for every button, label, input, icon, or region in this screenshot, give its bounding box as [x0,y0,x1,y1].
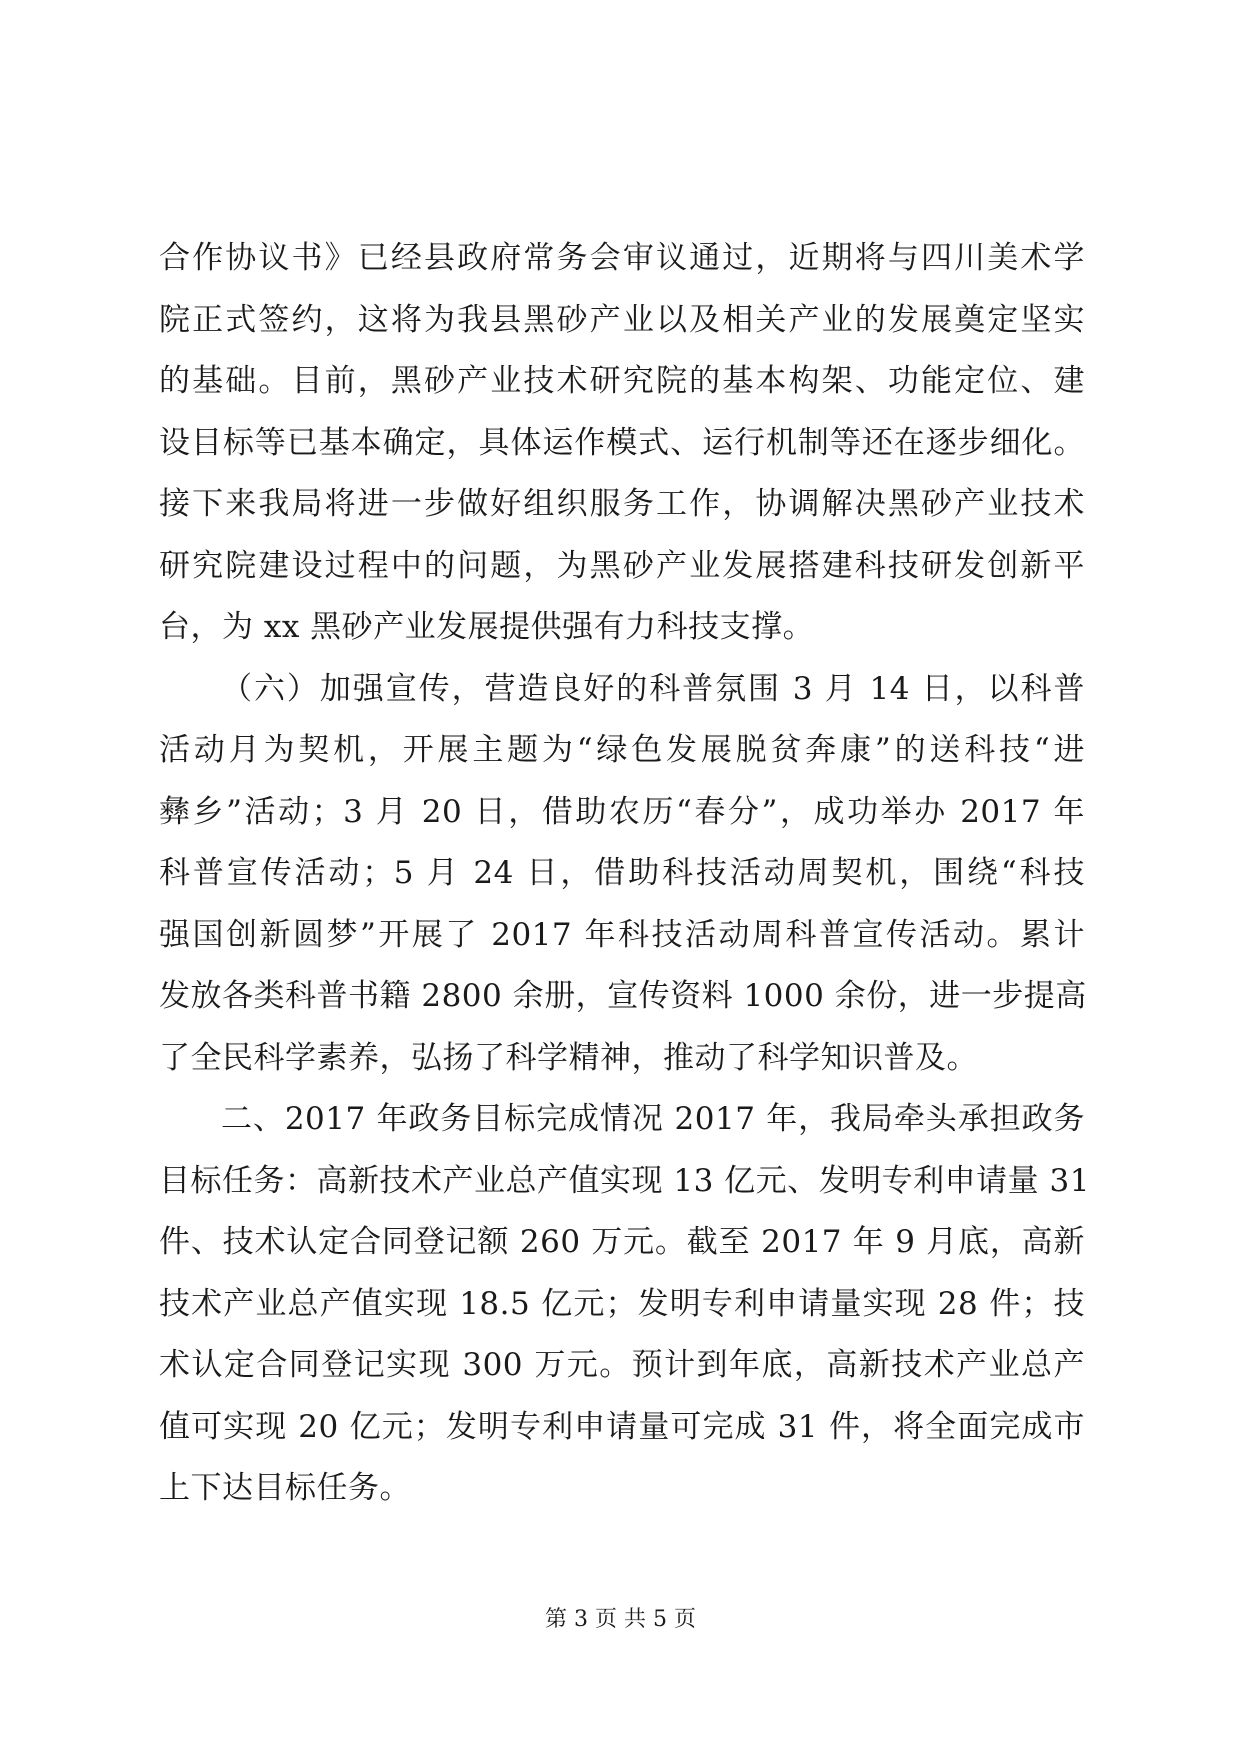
paragraph-3-line-6: 值可实现 20 亿元；发明专利申请量可完成 31 件，将全面完成市 [159,1408,1085,1445]
paragraph-1-line-7: 台，为 xx 黑砂产业发展提供强有力科技支撑。 [159,609,815,645]
paragraph-1-line-6: 研究院建设过程中的问题，为黑砂产业发展搭建科技研发创新平 [159,547,1085,584]
paragraph-2-line-1: （六）加强宣传，营造良好的科普氛围 3 月 14 日，以科普 [221,670,1085,707]
document-body [159,228,1090,1520]
paragraph-3-line-3: 件、技术认定合同登记额 260 万元。截至 2017 年 9 月底，高新 [159,1224,1085,1260]
paragraph-3-line-4: 技术产业总产值实现 18.5 亿元；发明专利申请量实现 28 件；技 [159,1285,1085,1322]
page-number-footer: 第 3 页 共 5 页 [545,1607,696,1632]
paragraph-2-line-4: 科普宣传活动；5 月 24 日，借助科技活动周契机，围绕“科技 [159,855,1085,891]
paragraph-3-line-1: 二、2017 年政务目标完成情况 2017 年，我局牵头承担政务 [221,1101,1085,1137]
paragraph-3-line-5: 术认定合同登记实现 300 万元。预计到年底，高新技术产业总产 [159,1347,1085,1383]
paragraph-3-line-2: 目标任务：高新技术产业总产值实现 13 亿元、发明专利申请量 31 [159,1162,1090,1199]
paragraph-1-line-3: 的基础。目前，黑砂产业技术研究院的基本构架、功能定位、建 [159,363,1085,399]
paragraph-2-line-3: 彝乡”活动；3 月 20 日，借助农历“春分”，成功举办 2017 年 [159,793,1085,830]
paragraph-1-line-2: 院正式签约，这将为我县黑砂产业以及相关产业的发展奠定坚实 [159,301,1085,338]
paragraph-2-line-5: 强国创新圆梦”开展了 2017 年科技活动周科普宣传活动。累计 [159,916,1085,953]
paragraph-1-line-1: 合作协议书》已经县政府常务会审议通过，近期将与四川美术学 [159,240,1085,276]
paragraph-1-line-5: 接下来我局将进一步做好组织服务工作，协调解决黑砂产业技术 [159,486,1085,522]
paragraph-3-line-7: 上下达目标任务。 [159,1470,411,1506]
paragraph-1-line-4: 设目标等已基本确定，具体运作模式、运行机制等还在逐步细化。 [159,424,1085,461]
paragraph-2-line-6: 发放各类科普书籍 2800 余册，宣传资料 1000 余份，进一步提高 [159,978,1087,1014]
paragraph-2-line-2: 活动月为契机，开展主题为“绿色发展脱贫奔康”的送科技“进 [159,732,1085,768]
paragraph-2-line-7: 了全民科学素养，弘扬了科学精神，推动了科学知识普及。 [159,1039,978,1076]
